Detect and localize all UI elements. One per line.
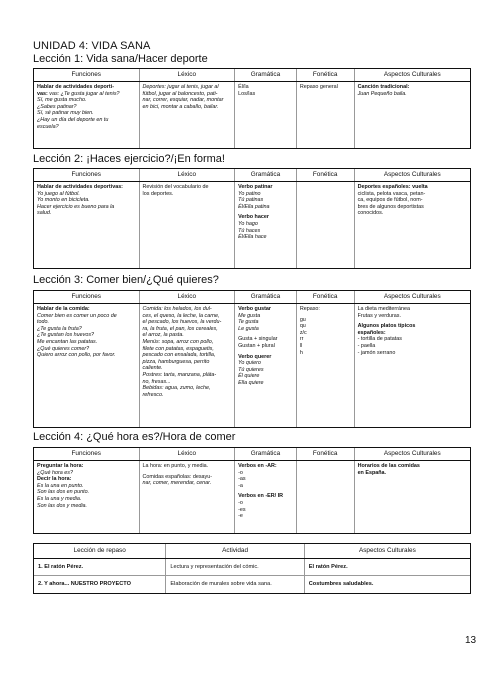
lesson-3-table [33, 290, 471, 428]
review-activity: Lectura y representación del cómic. [166, 559, 304, 575]
header-lexico: Léxico [140, 448, 236, 460]
lesson-3-title: Lección 3: Comer bien/¿Qué quieres? [33, 274, 219, 286]
lesson-2-gramatica: Verbo patinar Yo patino Tú patinas Él/Ella patina Verbo hacer Yo hago Tú haces Él/Ella hace [235, 182, 297, 268]
page-number: 13 [465, 635, 477, 646]
header-cultura: Aspectos Culturales [383, 71, 441, 78]
lesson-3-cultura: La dieta mediterránea Frutas y verduras. Algunos platos típicos españoles: - tortilla de patatas - paella - jamón serrano [357, 306, 416, 356]
lesson-1-gramatica: Él/la Los/las [235, 82, 297, 148]
header-funciones: Funciones [34, 69, 140, 81]
review-header-actividad: Actividad [166, 544, 304, 558]
lesson-2-table [33, 168, 471, 269]
header-gramatica: Gramática [235, 69, 297, 81]
header-fonetica: Fonética [297, 169, 355, 181]
header-lexico: Léxico [140, 169, 236, 181]
header-cultura: Aspectos Culturales [383, 450, 441, 457]
lesson-1-table [33, 68, 471, 149]
lesson-4-table [33, 447, 471, 534]
review-culture: El ratón Pérez. [308, 564, 348, 570]
lesson-3-fonetica: Repaso: gu qu z/c rr ll h [297, 304, 355, 427]
review-header-leccion: Lección de repaso [34, 544, 166, 558]
lesson-3-gramatica: Verbo gustar Me gusta Te gusta Le gusta Gusta + singular Gustan + plural Verbo querer Yo quiero Tú quieres Él quiere Ella quiere [235, 304, 297, 427]
review-culture: Costumbres saludables. [308, 581, 374, 587]
header-funciones: Funciones [34, 169, 140, 181]
header-lexico: Léxico [140, 291, 236, 303]
header-gramatica: Gramática [235, 291, 297, 303]
review-lesson: 1. El ratón Pérez. [34, 559, 166, 575]
lesson-2-fonetica [297, 182, 355, 268]
review-activity: Elaboración de murales sobre vida sana. [166, 576, 304, 593]
review-lesson: 2. Y ahora... NUESTRO PROYECTO [34, 576, 166, 593]
header-cultura: Aspectos Culturales [383, 171, 441, 178]
lesson-4-cultura: Horarios de las comidas en España. [357, 463, 420, 476]
lesson-4-title: Lección 4: ¿Qué hora es?/Hora de comer [33, 431, 236, 443]
lesson-3-lexico: Comida: los helados, los dul- ces, el queso, la leche, la carne, el pescado, los huevos, la verdu- ra, la fruta, el pan, los cereales, el arroz, la pasta. Menús: sopa, arroz con pollo, filete con patatas, espaguetis, pescado con ensalada, tortilla, pizza, hamburguesa, perrito caliente. Postres: tarta, manzana, pláta- no, fresas... Bebidas: agua, zumo, leche, refresco. [140, 304, 236, 427]
header-cultura: Aspectos Culturales [383, 293, 441, 300]
unit-title: UNIDAD 4: VIDA SANA [33, 40, 151, 52]
review-header-cultura: Aspectos Culturales [358, 547, 416, 554]
review-table [33, 543, 471, 594]
review-row [34, 576, 470, 593]
review-row [34, 559, 470, 576]
lesson-1-title: Lección 1: Vida sana/Hacer deporte [33, 53, 208, 65]
lesson-4-gramatica: Verbos en -AR: -o -as -a Verbos en -ER/ IR -o -es -e [235, 461, 297, 533]
lesson-4-funciones: Preguntar la hora: ¿Qué hora es? Decir la hora: Es la una en punto. Son las dos en punto. Es la una y media. Son las dos y media. [34, 461, 140, 533]
lesson-2-cultura: Deportes españoles: vuelta ciclista, pelota vasca, petan- ca, equipos de fútbol, nom- bres de algunos deportistas conocidos. [357, 184, 428, 217]
header-funciones: Funciones [34, 448, 140, 460]
lesson-1-cultura: Canción tradicional: Juan Pequeño baila. [357, 84, 410, 97]
lesson-1-fonetica: Repaso general [297, 82, 355, 148]
lesson-2-title: Lección 2: ¡Haces ejercicio?/¡En forma! [33, 153, 225, 165]
header-funciones: Funciones [34, 291, 140, 303]
lesson-2-funciones: Hablar de actividades deportivas: Yo juego al fútbol. Yo monto en bicicleta. Hacer ejercicio es bueno para la salud. [34, 182, 140, 268]
header-fonetica: Fonética [297, 448, 355, 460]
lesson-4-lexico: La hora: en punto, y media. Comidas españolas: desayu- nar, comer, merendar, cenar. [140, 461, 236, 533]
lesson-2-lexico: Revisión del vocabulario de los deportes. [140, 182, 236, 268]
header-gramatica: Gramática [235, 448, 297, 460]
header-gramatica: Gramática [235, 169, 297, 181]
lesson-1-lexico: Deportes: jugar al tenis, jugar al fútbol, jugar al baloncesto, pati- nar, correr, esquiar, nadar, montar en bici, montar a caballo, bailar. [140, 82, 236, 148]
lesson-3-funciones: Hablar de la comida: Comer bien es comer un poco de todo. ¿Te gusta la fruta? ¿Te gustan los huevos? Me encantan las patatas. ¿Qué quieres comer? Quiero arroz con pollo, por favor. [34, 304, 140, 427]
header-fonetica: Fonética [297, 291, 355, 303]
header-fonetica: Fonética [297, 69, 355, 81]
lesson-4-fonetica [297, 461, 355, 533]
header-lexico: Léxico [140, 69, 236, 81]
lesson-1-funciones: Hablar de actividades deporti- vas: vas: ¿Te gusta jugar al tenis? Sí, me gusta mucho. ¿Sabes patinar? Sí, sé patinar muy bien. ¿Hay un día del deporte en tu escuela? [34, 82, 140, 148]
